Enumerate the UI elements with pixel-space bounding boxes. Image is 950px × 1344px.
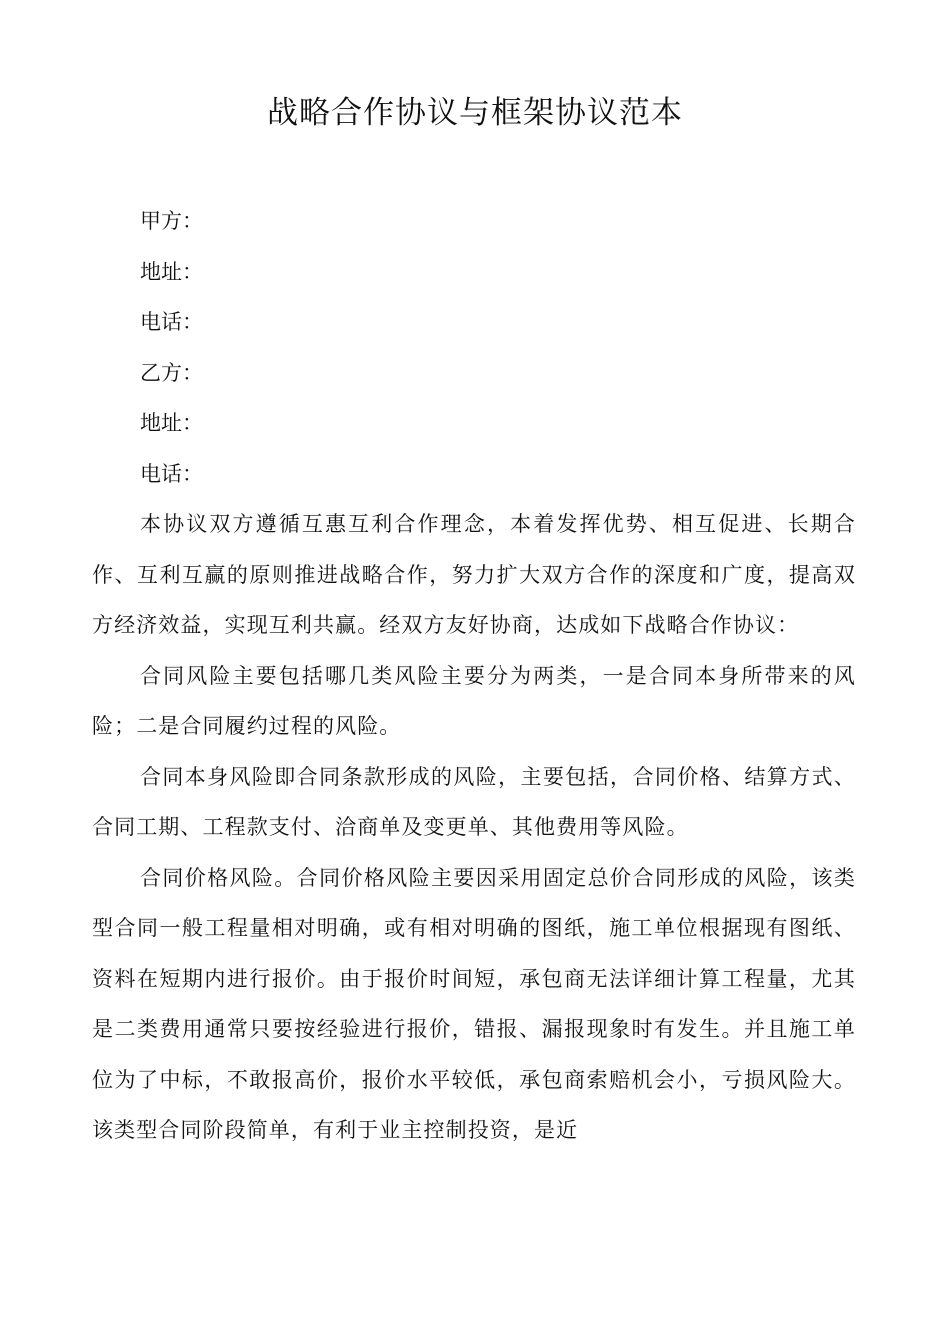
party-a-phone-label: 电话： bbox=[140, 310, 203, 334]
agreement-intro-paragraph: 本协议双方遵循互惠互利合作理念，本着发挥优势、相互促进、长期合作、互利互赢的原则推进战略合作，努力扩大双方合作的深度和广度，提高双方经济效益，实现互利共赢。经双方友好协商，达成如下战略合作协议： bbox=[92, 512, 856, 637]
risk-types-paragraph: 合同风险主要包括哪几类风险主要分为两类，一是合同本身所带来的风险；二是合同履约过程的风险。 bbox=[92, 663, 856, 738]
price-risk-paragraph: 合同价格风险。合同价格风险主要因采用固定总价合同形成的风险，该类型合同一般工程量相对明确，或有相对明确的图纸，施工单位根据现有图纸、资料在短期内进行报价。由于报价时间短，承包商无法详细计算工程量，尤其是二类费用通常只要按经验进行报价，错报、漏报现象时有发生。并且施工单位为了中标，不敢报高价，报价水平较低，承包商索赔机会小，亏损风险大。该类型合同阶段简单，有利于业主控制投资，是近 bbox=[92, 865, 856, 1142]
document-body bbox=[92, 196, 856, 1156]
document-title: 战略合作协议与框架协议范本 bbox=[267, 95, 683, 131]
party-b-phone-label: 电话： bbox=[140, 461, 203, 486]
contract-risk-paragraph: 合同本身风险即合同条款形成的风险，主要包括，合同价格、结算方式、合同工期、工程款支付、洽商单及变更单、其他费用等风险。 bbox=[92, 764, 856, 839]
party-b-label: 乙方： bbox=[140, 360, 203, 385]
party-b-address-label: 地址： bbox=[140, 411, 203, 435]
party-a-address-label: 地址： bbox=[140, 259, 203, 284]
party-a-label: 甲方： bbox=[140, 209, 203, 233]
